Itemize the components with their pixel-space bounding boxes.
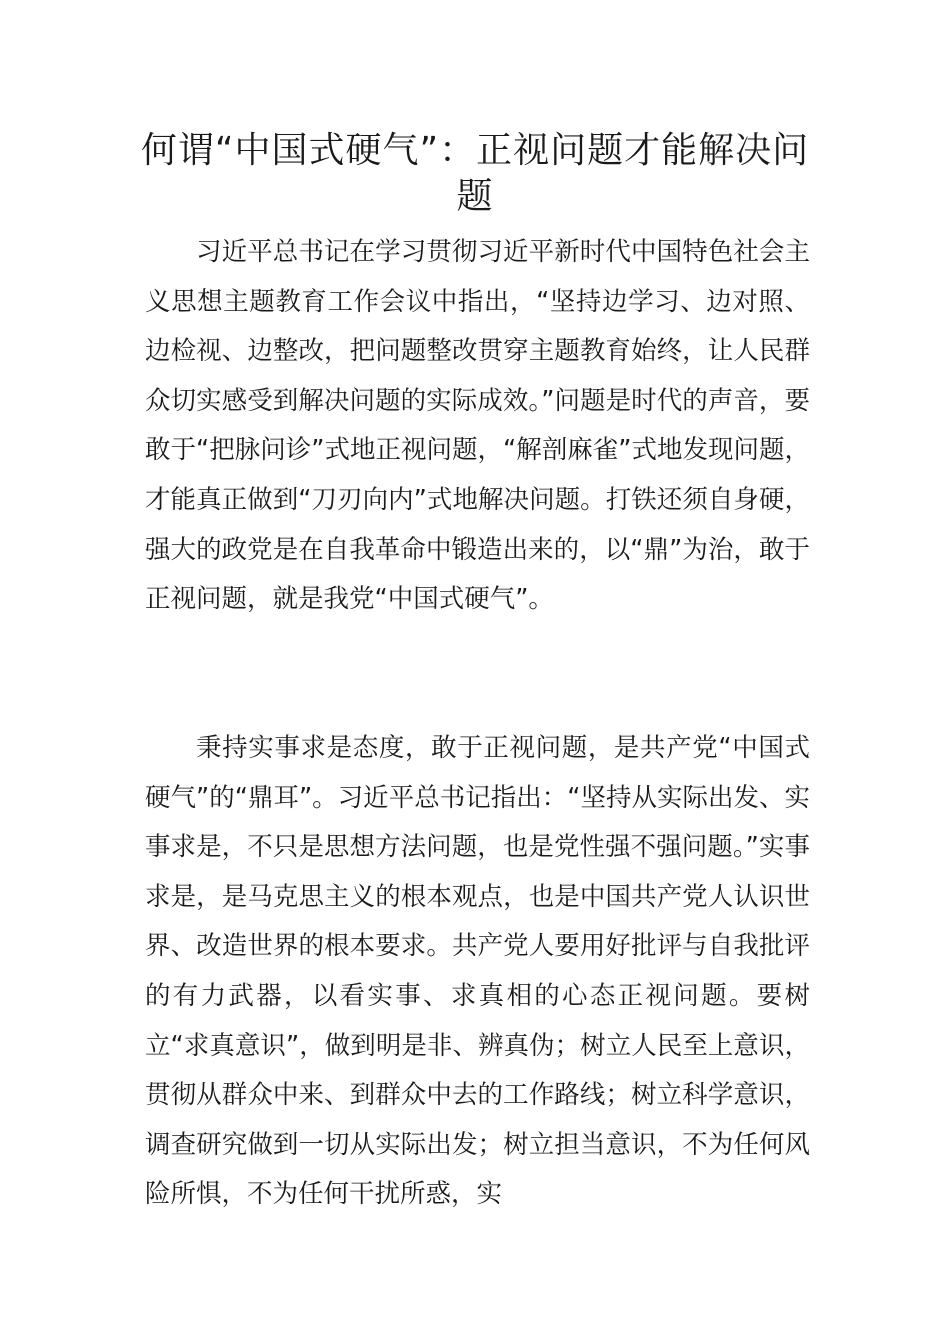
paragraph-2: 秉持实事求是态度，敢于正视问题，是共产党“中国式硬气”的“鼎耳”。习近平总书记指出：“坚持从实际出发、实事求是，不只是思想方法问题，也是党性强不强问题。”实事求是，是马克思主义的根本观点，也是中国共产党人认识世界、改造世界的根本要求。共产党人要用好批评与自我批评的有力武器，以看实事、求真相的心态正视问题。要树立“求真意识”，做到明是非、辨真伪；树立人民至上意识，贯彻从群众中来、到群众中去的工作路线；树立科学意识，调查研究做到一切从实际出发；树立担当意识，不为任何风险所惧，不为任何干扰所惑，实 <box>145 733 810 1210</box>
document-title: 何谓“中国式硬气”：正视问题才能解决问题 <box>140 130 810 217</box>
paragraph-1: 习近平总书记在学习贯彻习近平新时代中国特色社会主义思想主题教育工作会议中指出，“坚持边学习、边对照、边检视、边整改，把问题整改贯穿主题教育始终，让人民群众切实感受到解决问题的实际成效。”问题是时代的声音，要敢于“把脉问诊”式地正视问题，“解剖麻雀”式地发现问题，才能真正做到“刀刃向内”式地解决问题。打铁还须自身硬，强大的政党是在自我革命中锻造出来的，以“鼎”为治，敢于正视问题，就是我党“中国式硬气”。 <box>145 237 810 615</box>
